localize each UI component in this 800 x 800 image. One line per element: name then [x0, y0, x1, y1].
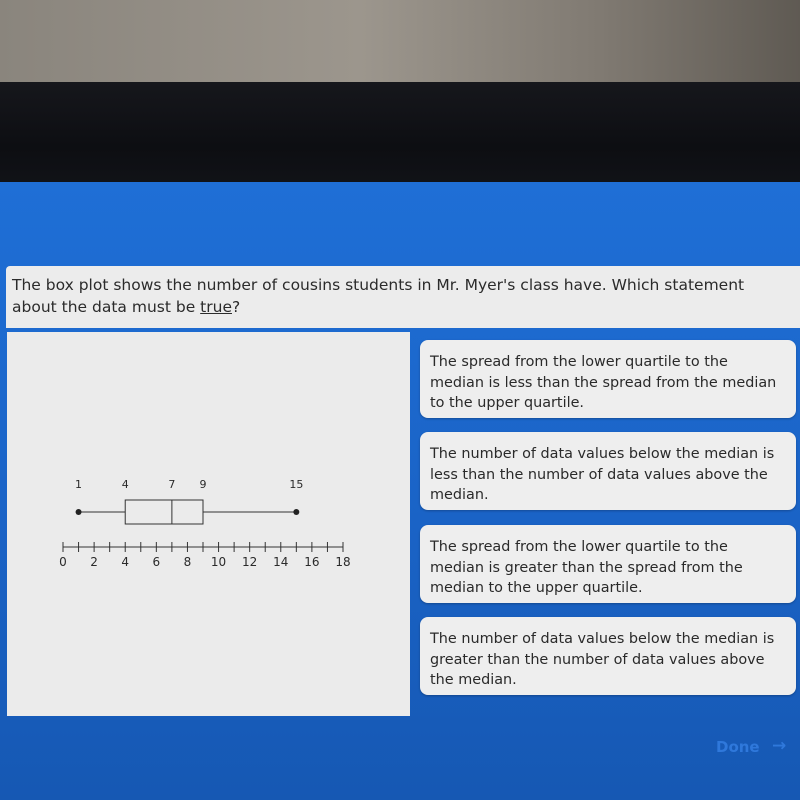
axis-tick-label: 18 [335, 555, 351, 569]
question-prompt [12, 274, 752, 318]
max-label: 15 [289, 478, 304, 491]
axis-tick-label: 10 [210, 555, 227, 569]
max-point [293, 509, 299, 515]
background-wall [0, 0, 800, 86]
axis-tick-label: 2 [90, 555, 98, 569]
answer-option-2[interactable] [420, 432, 796, 510]
axis-tick-label: 14 [273, 555, 289, 569]
q3-label: 9 [199, 478, 207, 491]
box-plot-panel [7, 332, 410, 716]
monitor-bezel [0, 82, 800, 190]
axis-tick-label: 0 [59, 555, 67, 569]
answer-option-3[interactable] [420, 525, 796, 603]
median-label: 7 [168, 478, 176, 491]
question-end: ? [231, 298, 241, 316]
axis-tick-label: 6 [152, 555, 161, 569]
question-emphasis: true [200, 298, 232, 316]
done-button[interactable] [712, 735, 800, 761]
app-screen [0, 182, 800, 800]
arrow-right-icon: → [772, 736, 787, 756]
answer-option-4-text: The number of data values below the median is greater than the number of data values above the median. [430, 631, 775, 688]
axis-tick-label: 16 [304, 555, 320, 569]
question-bar [6, 266, 800, 328]
q1-label: 4 [121, 478, 129, 491]
min-point [76, 509, 82, 515]
box-plot [7, 332, 410, 716]
axis-tick-label: 8 [183, 555, 192, 569]
answer-option-1[interactable] [420, 340, 796, 418]
answer-option-4[interactable] [420, 617, 796, 695]
axis-tick-label: 12 [242, 555, 258, 569]
axis-tick-label: 4 [121, 555, 130, 569]
answer-option-3-text: The spread from the lower quartile to the median is greater than the spread from the median to the upper quartile. [430, 539, 743, 596]
iqr-box [125, 500, 203, 524]
question-text: The box plot shows the number of cousins students in Mr. Myer's class have. Which statement about the data must be [12, 276, 745, 316]
done-label: Done [716, 738, 760, 756]
min-label: 1 [75, 478, 83, 491]
answer-option-2-text: The number of data values below the median is less than the number of data values above the median. [430, 446, 775, 503]
answer-option-1-text: The spread from the lower quartile to the median is less than the spread from the median to the upper quartile. [430, 354, 777, 411]
